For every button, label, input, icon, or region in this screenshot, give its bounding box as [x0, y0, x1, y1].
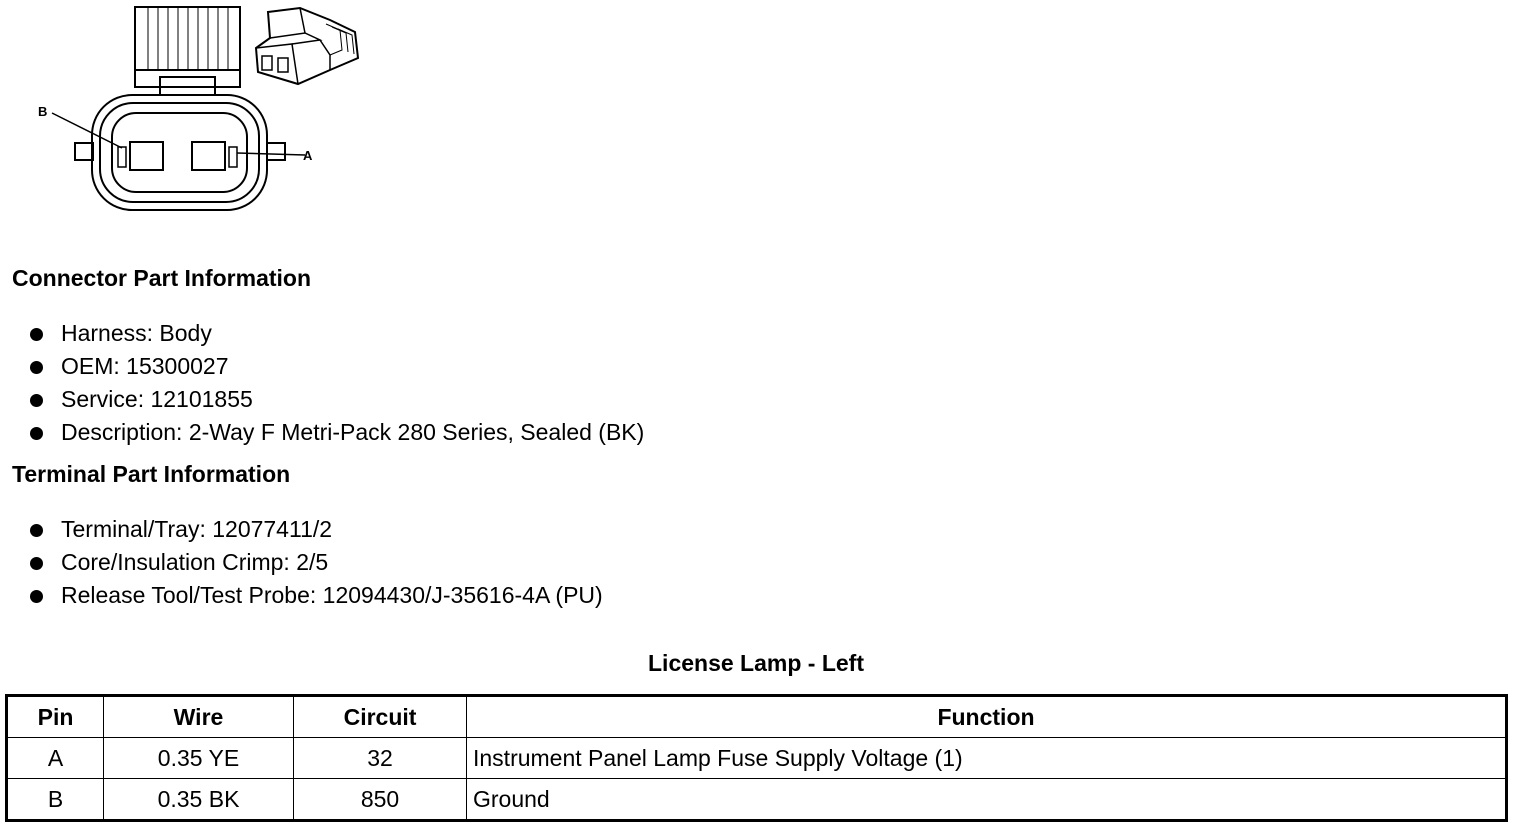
cell-wire: 0.35 YE [104, 738, 294, 779]
list-item: Terminal/Tray: 12077411/2 [28, 513, 603, 546]
header-pin: Pin [7, 696, 104, 738]
header-function: Function [467, 696, 1507, 738]
list-item: Service: 12101855 [28, 383, 644, 416]
cell-pin: A [7, 738, 104, 779]
bullet-icon [30, 328, 43, 341]
cell-function: Ground [467, 779, 1507, 821]
connector-diagram [30, 0, 370, 225]
bullet-icon [30, 394, 43, 407]
bullet-icon [30, 427, 43, 440]
bullet-icon [30, 590, 43, 603]
list-item: Release Tool/Test Probe: 12094430/J-35616-4A (PU) [28, 579, 603, 612]
cell-pin: B [7, 779, 104, 821]
bullet-icon [30, 524, 43, 537]
list-item: Core/Insulation Crimp: 2/5 [28, 546, 603, 579]
cell-wire: 0.35 BK [104, 779, 294, 821]
terminal-info-list [28, 513, 603, 612]
pin-b-label: B [38, 104, 48, 119]
header-wire: Wire [104, 696, 294, 738]
list-item: OEM: 15300027 [28, 350, 644, 383]
cell-function: Instrument Panel Lamp Fuse Supply Voltage (1) [467, 738, 1507, 779]
terminal-info-title: Terminal Part Information [12, 461, 291, 487]
bullet-icon [30, 557, 43, 570]
bullet-icon [30, 361, 43, 374]
list-item: Description: 2-Way F Metri-Pack 280 Series, Sealed (BK) [28, 416, 644, 449]
connector-info-title: Connector Part Information [12, 265, 312, 291]
connector-info-list [28, 317, 644, 449]
cell-circuit: 850 [294, 779, 467, 821]
table-row [7, 779, 1507, 821]
table-row [7, 738, 1507, 779]
header-circuit: Circuit [294, 696, 467, 738]
cell-circuit: 32 [294, 738, 467, 779]
pin-table [5, 694, 1508, 822]
table-header-row [7, 696, 1507, 738]
list-item: Harness: Body [28, 317, 644, 350]
pin-a-label: A [303, 148, 313, 163]
table-title: License Lamp - Left [648, 650, 864, 676]
